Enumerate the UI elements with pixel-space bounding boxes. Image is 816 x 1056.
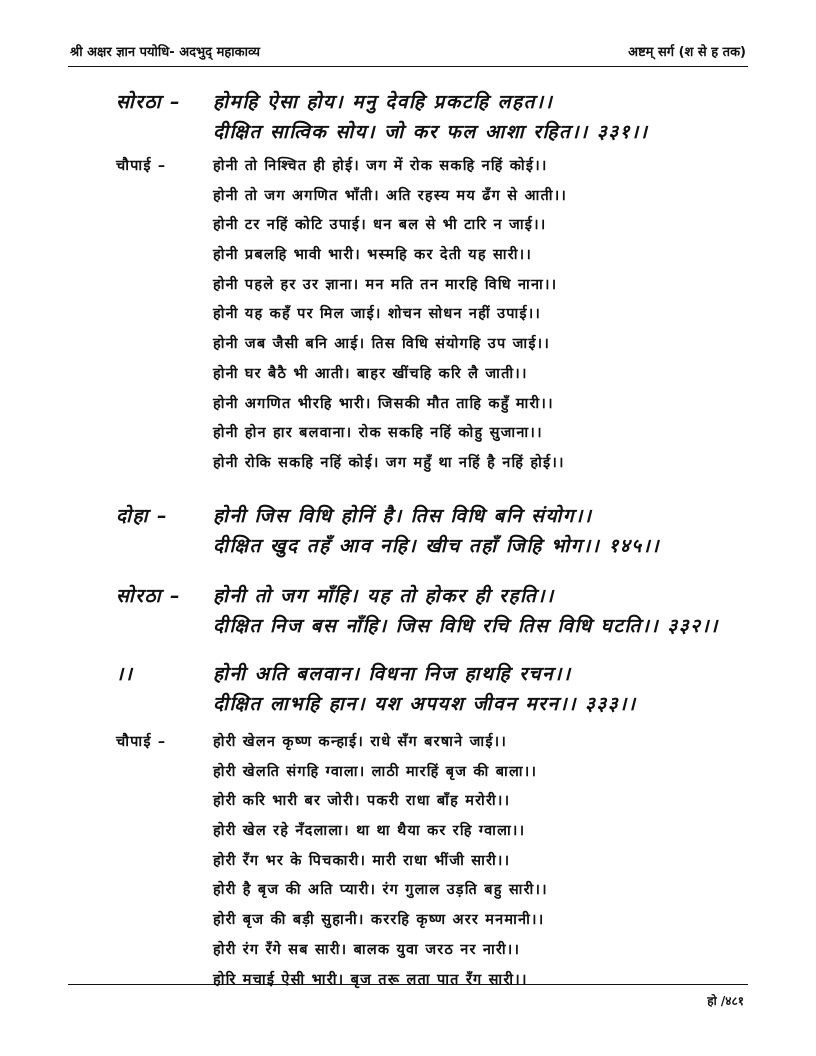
verse-line: दीक्षित खुद तहँ आव नहि। खीच तहाँ जिहि भोग।। १४५।। — [213, 535, 661, 557]
verse-line: होनी जिस विधि होनिं है। तिस विधि बनि संयोग।। — [213, 505, 593, 527]
verse-line: होरी रँग भर के पिचकारी। मारी राधा भींजी सारी।। — [213, 852, 511, 869]
verse-line: होनी प्रबलहि भावी भारी। भस्महि कर देती यह सारी।। — [213, 247, 533, 264]
verse-line: होनी यह कहँ पर मिल जाई। शोचन सोधन नहीं उपाई।। — [213, 306, 542, 323]
verse-line: होरी रंग रँगे सब सारी। बालक युवा जरठ नर नारी।। — [213, 941, 521, 958]
verse-label: दोहा – — [116, 505, 169, 527]
verse-label: ।। — [116, 663, 134, 685]
verse-line: होरी है बृज की अति प्यारी। रंग गुलाल उड़ति बहु सारी।। — [213, 882, 548, 899]
verse-line: होरी खेलन कृष्ण कन्हाई। राधे सँग बरषाने जाई।। — [213, 734, 508, 750]
verse-label: सोरठा – — [116, 91, 182, 113]
verse-lines — [213, 659, 733, 719]
verse-line: होरी खेल रहे नँदलाला। था था थैया कर रहि ग्वाला।। — [213, 823, 526, 840]
header-divider — [68, 66, 748, 67]
verse-label: चौपाई – — [116, 734, 167, 750]
book-title: श्री अक्षर ज्ञान पयोधि- अदभुद् महाकाव्य — [70, 45, 260, 60]
verse-line: होनी होन हार बलवाना। रोक सकहि नहिं कोहु सुजाना।। — [213, 425, 543, 442]
verse-line: होनी अगणित भीरहि भारी। जिसकी मौत ताहि कहुँ मारी।। — [213, 395, 554, 412]
verse-lines — [213, 87, 733, 147]
verse-lines — [213, 152, 733, 479]
verse-line: होनी घर बैठै भी आती। बाहर खींचहि करि लै जाती।। — [213, 365, 528, 382]
verse-line: होरी करि भारी बर जोरी। पकरी राधा बाँह मरोरी।। — [213, 793, 511, 810]
verse-line: होनी टर नहिं कोटि उपाई। धन बल से भी टारि न जाई।। — [213, 217, 547, 234]
verse-line: होरी खेलति संगहि ग्वाला। लाठी मारहिं बृज की बाला।। — [213, 763, 538, 780]
verse-lines — [213, 728, 733, 995]
verse-line: होनी तो निश्चित ही होई। जग में रोक सकहि नहिं कोई।। — [213, 158, 548, 174]
page-header — [70, 42, 746, 64]
verse-line: होनी तो जग माँहि। यह तो होकर ही रहति।। — [213, 585, 555, 607]
verse-line: होनी अति बलवान। विधना निज हाथहि रचन।। — [213, 663, 572, 685]
verse-line: होनी पहले हर उर ज्ञाना। मन मति तन मारहि विधि नाना।। — [213, 276, 558, 293]
verse-line: होनी तो जग अगणित भाँती। अति रहस्य मय ढँग से आती।। — [213, 187, 568, 204]
footer-divider — [68, 984, 748, 985]
verse-line: होनी जब जैसी बनि आई। तिस विधि संयोगहि उप जाई।। — [213, 336, 551, 353]
verse-line: होमहि ऐसा होय। मनु देवहि प्रकटहि लहत।। — [213, 91, 554, 113]
verse-label: चौपाई – — [116, 158, 167, 174]
page-number: हो /४८१ — [707, 994, 744, 1008]
verse-lines — [213, 501, 733, 561]
chapter-title: अष्टम् सर्ग (श से ह तक) — [628, 45, 746, 60]
verse-line: होनी रोकि सकहि नहिं कोई। जग महुँ था नहिं है नहिं होई।। — [213, 454, 565, 471]
verse-line: दीक्षित लाभहि हान। यश अपयश जीवन मरन।। ३३३।। — [213, 693, 637, 715]
verse-lines — [213, 581, 733, 641]
verse-label: सोरठा – — [116, 585, 182, 607]
verse-line: होरि मचाई ऐसी भारी। बृज तरू लता पात रँग सारी।। — [213, 971, 528, 988]
verse-line: दीक्षित निज बस नाँहि। जिस विधि रचि तिस विधि घटति।। ३३२।। — [213, 615, 719, 637]
verse-line: होरी बृज की बड़ी सुहानी। कररहि कृष्ण अरर मनमानी।। — [213, 912, 545, 929]
verse-line: दीक्षित सात्विक सोय। जो कर फल आशा रहित।। ३३१।। — [213, 121, 649, 143]
